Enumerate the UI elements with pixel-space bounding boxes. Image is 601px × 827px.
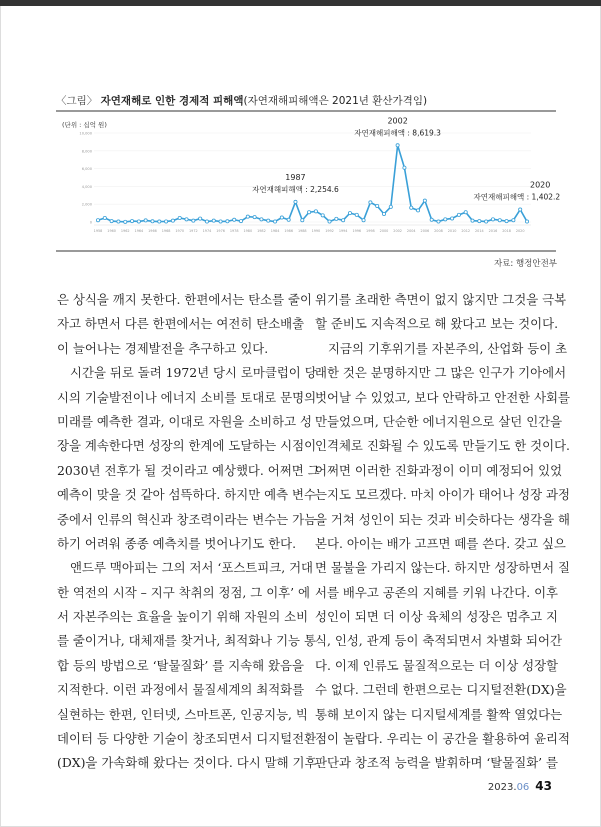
body-text-line: 서를 배우고 공존의 지혜를 키워 나간다. 이후: [315, 584, 559, 600]
data-point: [226, 220, 229, 223]
x-tick-label: 2016: [488, 229, 498, 233]
data-point: [301, 219, 304, 222]
data-point: [423, 199, 426, 202]
data-point: [233, 218, 236, 221]
data-point: [110, 220, 113, 223]
annotation-label: 자연재해피해액 : 2,254.6: [252, 184, 339, 194]
figure-bottom-rule: [56, 250, 556, 252]
data-point: [164, 220, 167, 223]
x-tick-label: 1974: [202, 229, 212, 233]
body-text-line: 합 등의 방법으로 ‘탈물질화’ 를 지속해 왔음을: [57, 657, 304, 673]
data-point: [253, 216, 256, 219]
data-point: [450, 217, 453, 220]
x-tick-label: 2000: [379, 229, 389, 233]
body-text-line: 본다. 아이는 배가 고프면 떼를 쓴다. 갖고 싶으: [315, 535, 566, 551]
chart-unit-label: (단위 : 십억 원): [62, 121, 107, 129]
y-tick-label: 2,000: [81, 202, 92, 207]
figure-title-main: 자연재해로 인한 경제적 피해액: [100, 95, 244, 107]
data-point: [307, 211, 310, 214]
data-point: [239, 220, 242, 223]
y-tick-label: 4,000: [81, 184, 92, 189]
data-point: [321, 214, 324, 217]
data-point: [485, 220, 488, 223]
data-point: [519, 208, 522, 211]
x-tick-label: 1964: [134, 229, 144, 233]
data-point: [505, 220, 508, 223]
data-point: [314, 210, 317, 213]
data-point: [382, 212, 385, 215]
data-point: [280, 216, 283, 219]
series-line: [98, 145, 527, 222]
x-tick-label: 1984: [270, 229, 280, 233]
data-point: [403, 166, 406, 169]
body-text-line: 중에서 인류의 혁신과 창조력이라는 변수는 가늠: [57, 511, 317, 527]
x-tick-label: 1958: [93, 229, 103, 233]
body-text-line: 판단과 창조적 능력을 발휘하며 ‘탈물질화’ 를: [315, 755, 559, 771]
data-point: [96, 219, 99, 222]
body-text-line: 면 물불을 가리지 않는다. 하지만 성장하면서 질: [315, 560, 570, 576]
data-point: [158, 220, 161, 223]
body-text-line: 를 줄이거나, 대체재를 찾거나, 최적화나 기능 통: [57, 633, 316, 649]
x-tick-label: 2018: [502, 229, 511, 233]
data-point: [205, 220, 208, 223]
body-text-line: 통해 보이지 않는 디지털세계를 활짝 열었다는: [315, 706, 563, 722]
x-tick-label: 1968: [161, 229, 171, 233]
y-tick-label: 8,000: [81, 149, 92, 154]
data-point: [246, 215, 249, 218]
data-point: [342, 219, 345, 222]
data-point: [192, 219, 195, 222]
body-text-line: 벗어날 수 있었고, 보다 안락하고 안전한 사회를: [315, 389, 570, 405]
body-text-line: 지적한다. 이런 과정에서 물질세계의 최적화를: [57, 682, 305, 698]
data-point: [376, 204, 379, 207]
body-text-line: 시의 기술발전이나 에너지 소비를 토대로 문명의: [57, 389, 317, 405]
body-text-line: 앤드루 맥아피는 그의 저서 ‘포스트피크, 거대: [70, 560, 314, 576]
data-point: [219, 220, 222, 223]
body-text-line: 지금의 기후위기를 자본주의, 산업화 등이 초: [328, 340, 568, 356]
x-tick-label: 2006: [420, 229, 430, 233]
data-point: [267, 219, 270, 222]
annotation-year: 2002: [387, 116, 408, 126]
x-tick-label: 2014: [475, 229, 484, 233]
x-tick-label: 1998: [366, 229, 375, 233]
body-text-line: 자고 하면서 다른 한편에서는 여전히 탄소배출: [57, 316, 305, 332]
data-point: [464, 211, 467, 214]
body-text-line: 어쩌면 이러한 진화과정이 이미 예정되어 있었: [315, 462, 563, 478]
data-point: [430, 218, 433, 221]
x-tick-label: 2010: [447, 229, 457, 233]
body-text-line: 장을 계속한다면 성장의 한계에 도달하는 시점이: [57, 438, 317, 454]
body-text-line: 예측이 맞을 것 같아 섬뜩하다. 하지만 예측 변수: [57, 487, 316, 503]
x-tick-label: 2002: [393, 229, 402, 233]
data-point: [273, 220, 276, 223]
issue-month: 06: [516, 782, 530, 793]
body-text-line: 서 자본주의는 효율을 높이기 위해 자원의 소비: [57, 609, 309, 625]
data-point: [199, 217, 202, 220]
y-tick-label: 0: [89, 220, 92, 225]
data-point: [130, 220, 133, 223]
body-text-line: 점이 놀랍다. 우리는 이 공간을 활용하여 윤리적: [315, 731, 570, 747]
body-text-line: 만들었으며, 단순한 에너지원으로 살던 인간을: [315, 413, 563, 429]
data-point: [171, 219, 174, 222]
y-tick-label: 6,000: [81, 167, 92, 172]
body-text-line: (DX)을 가속화해 왔다는 것이다. 다시 말해 기후: [57, 755, 317, 771]
x-tick-label: 1978: [229, 229, 239, 233]
annotation-label: 자연재해피해액 : 1,402.2: [473, 192, 561, 202]
x-tick-label: 2008: [434, 229, 443, 233]
x-tick-label: 1986: [284, 229, 293, 233]
x-tick-label: 1988: [297, 229, 307, 233]
data-point: [151, 220, 154, 223]
x-tick-label: 1980: [243, 229, 253, 233]
data-point: [498, 219, 501, 222]
annotation-year: 1987: [285, 172, 306, 182]
body-column-right: [315, 288, 570, 776]
annotation-year: 2020: [530, 180, 551, 190]
body-text-line: 은 상식을 깨지 못한다. 한편에서는 탄소를 줄이: [57, 292, 312, 307]
x-tick-label: 1970: [175, 229, 185, 233]
data-point: [178, 216, 181, 219]
data-point: [103, 216, 106, 219]
data-point: [491, 218, 494, 221]
annotation-label: 자연재해피해액 : 8,619.3: [354, 128, 441, 138]
body-text-line: 할 준비도 지속적으로 해 왔다고 보는 것이다.: [315, 316, 559, 332]
x-tick-label: 2012: [461, 229, 471, 233]
page-number: 43: [535, 779, 552, 793]
figure-subtitle: (자연재해피해액은 2021년 환산가격임): [243, 95, 428, 107]
data-point: [185, 218, 188, 221]
body-text-line: 시간을 뒤로 돌려 1972년 당시 로마클럽이 당: [70, 365, 317, 381]
x-tick-label: 1962: [120, 229, 130, 233]
line-chart: [0, 0, 601, 260]
body-text-line: 수 없다. 그런데 한편으로는 디지털전환(DX)을: [315, 682, 567, 698]
body-text-line: 을 거쳐 성인이 되는 것과 비슷하다는 생각을 해: [315, 511, 570, 527]
data-point: [410, 206, 413, 209]
data-point: [335, 217, 338, 220]
body-text-line: 인격체로 진화될 수 있도록 만들기도 한 것이다.: [315, 438, 570, 454]
data-point: [362, 219, 365, 222]
x-tick-label: 1972: [189, 229, 198, 233]
data-point: [396, 144, 399, 147]
data-point: [457, 213, 460, 216]
data-point: [144, 219, 147, 222]
data-point: [525, 220, 528, 223]
data-point: [348, 212, 351, 215]
data-point: [294, 200, 297, 203]
body-text-line: 하기 어려워 종종 예측치를 벗어나기도 한다.: [57, 535, 297, 551]
data-point: [287, 218, 290, 221]
figure-tag: 〈그림〉: [56, 95, 98, 107]
x-tick-label: 1976: [216, 229, 225, 233]
body-text-line: 식, 인성, 관계 등이 축적되면서 차별화 되어간: [315, 633, 562, 649]
page-footer: [488, 779, 552, 793]
data-point: [444, 218, 447, 221]
data-point: [137, 220, 140, 223]
issue-year: 2023.: [487, 782, 517, 793]
body-text-line: 한 역전의 시작 – 지구 착취의 정점, 그 이후’ 에: [57, 584, 310, 600]
body-text-line: 이 늘어나는 경제발전을 추구하고 있다.: [57, 340, 269, 356]
data-point: [212, 219, 215, 222]
x-tick-label: 1992: [325, 229, 334, 233]
data-point: [471, 219, 474, 222]
y-tick-label: 10,000: [79, 131, 92, 136]
x-tick-label: 1994: [338, 229, 348, 233]
data-point: [260, 218, 263, 221]
x-tick-label: 2020: [515, 229, 525, 233]
x-tick-label: 1996: [352, 229, 362, 233]
data-point: [416, 209, 419, 212]
data-point: [117, 220, 120, 223]
x-tick-label: 1966: [148, 229, 157, 233]
body-column-left: [57, 288, 320, 776]
body-text-line: 데이터 등 다양한 기술이 창조되면서 디지털전환: [57, 731, 317, 747]
data-point: [389, 205, 392, 208]
body-text-line: 래한 것은 분명하지만 그 많은 인구가 기아에서: [315, 365, 567, 381]
data-point: [355, 213, 358, 216]
body-text-line: 실현하는 한편, 인터넷, 스마트폰, 인공지능, 빅: [57, 706, 308, 722]
x-tick-label: 2004: [406, 229, 416, 233]
x-tick-label: 1960: [107, 229, 116, 233]
data-point: [512, 219, 515, 222]
x-tick-label: 1990: [311, 229, 321, 233]
body-text-line: 성인이 되면 더 이상 육체의 성장은 멈추고 지: [315, 609, 559, 625]
body-text-line: 위기를 초래한 측면이 없지 않지만 그것을 극복: [315, 292, 567, 307]
x-tick-label: 1982: [257, 229, 266, 233]
body-text-line: 다. 이제 인류도 물질적으로는 더 이상 성장할: [315, 657, 559, 673]
data-point: [478, 220, 481, 223]
data-point: [328, 220, 331, 223]
data-point: [437, 220, 440, 223]
data-point: [369, 201, 372, 204]
data-point: [124, 220, 127, 223]
figure-source: 자료: 행정안전부: [493, 259, 557, 269]
body-text-line: 는지도 모르겠다. 마치 아이가 태어나 성장 과정: [315, 487, 570, 503]
body-text-line: 미래를 예측한 결과, 이대로 자원을 소비하고 성: [57, 413, 312, 429]
body-text-line: 2030년 전후가 될 것이라고 예상했다. 어쩌면 그: [57, 462, 320, 478]
